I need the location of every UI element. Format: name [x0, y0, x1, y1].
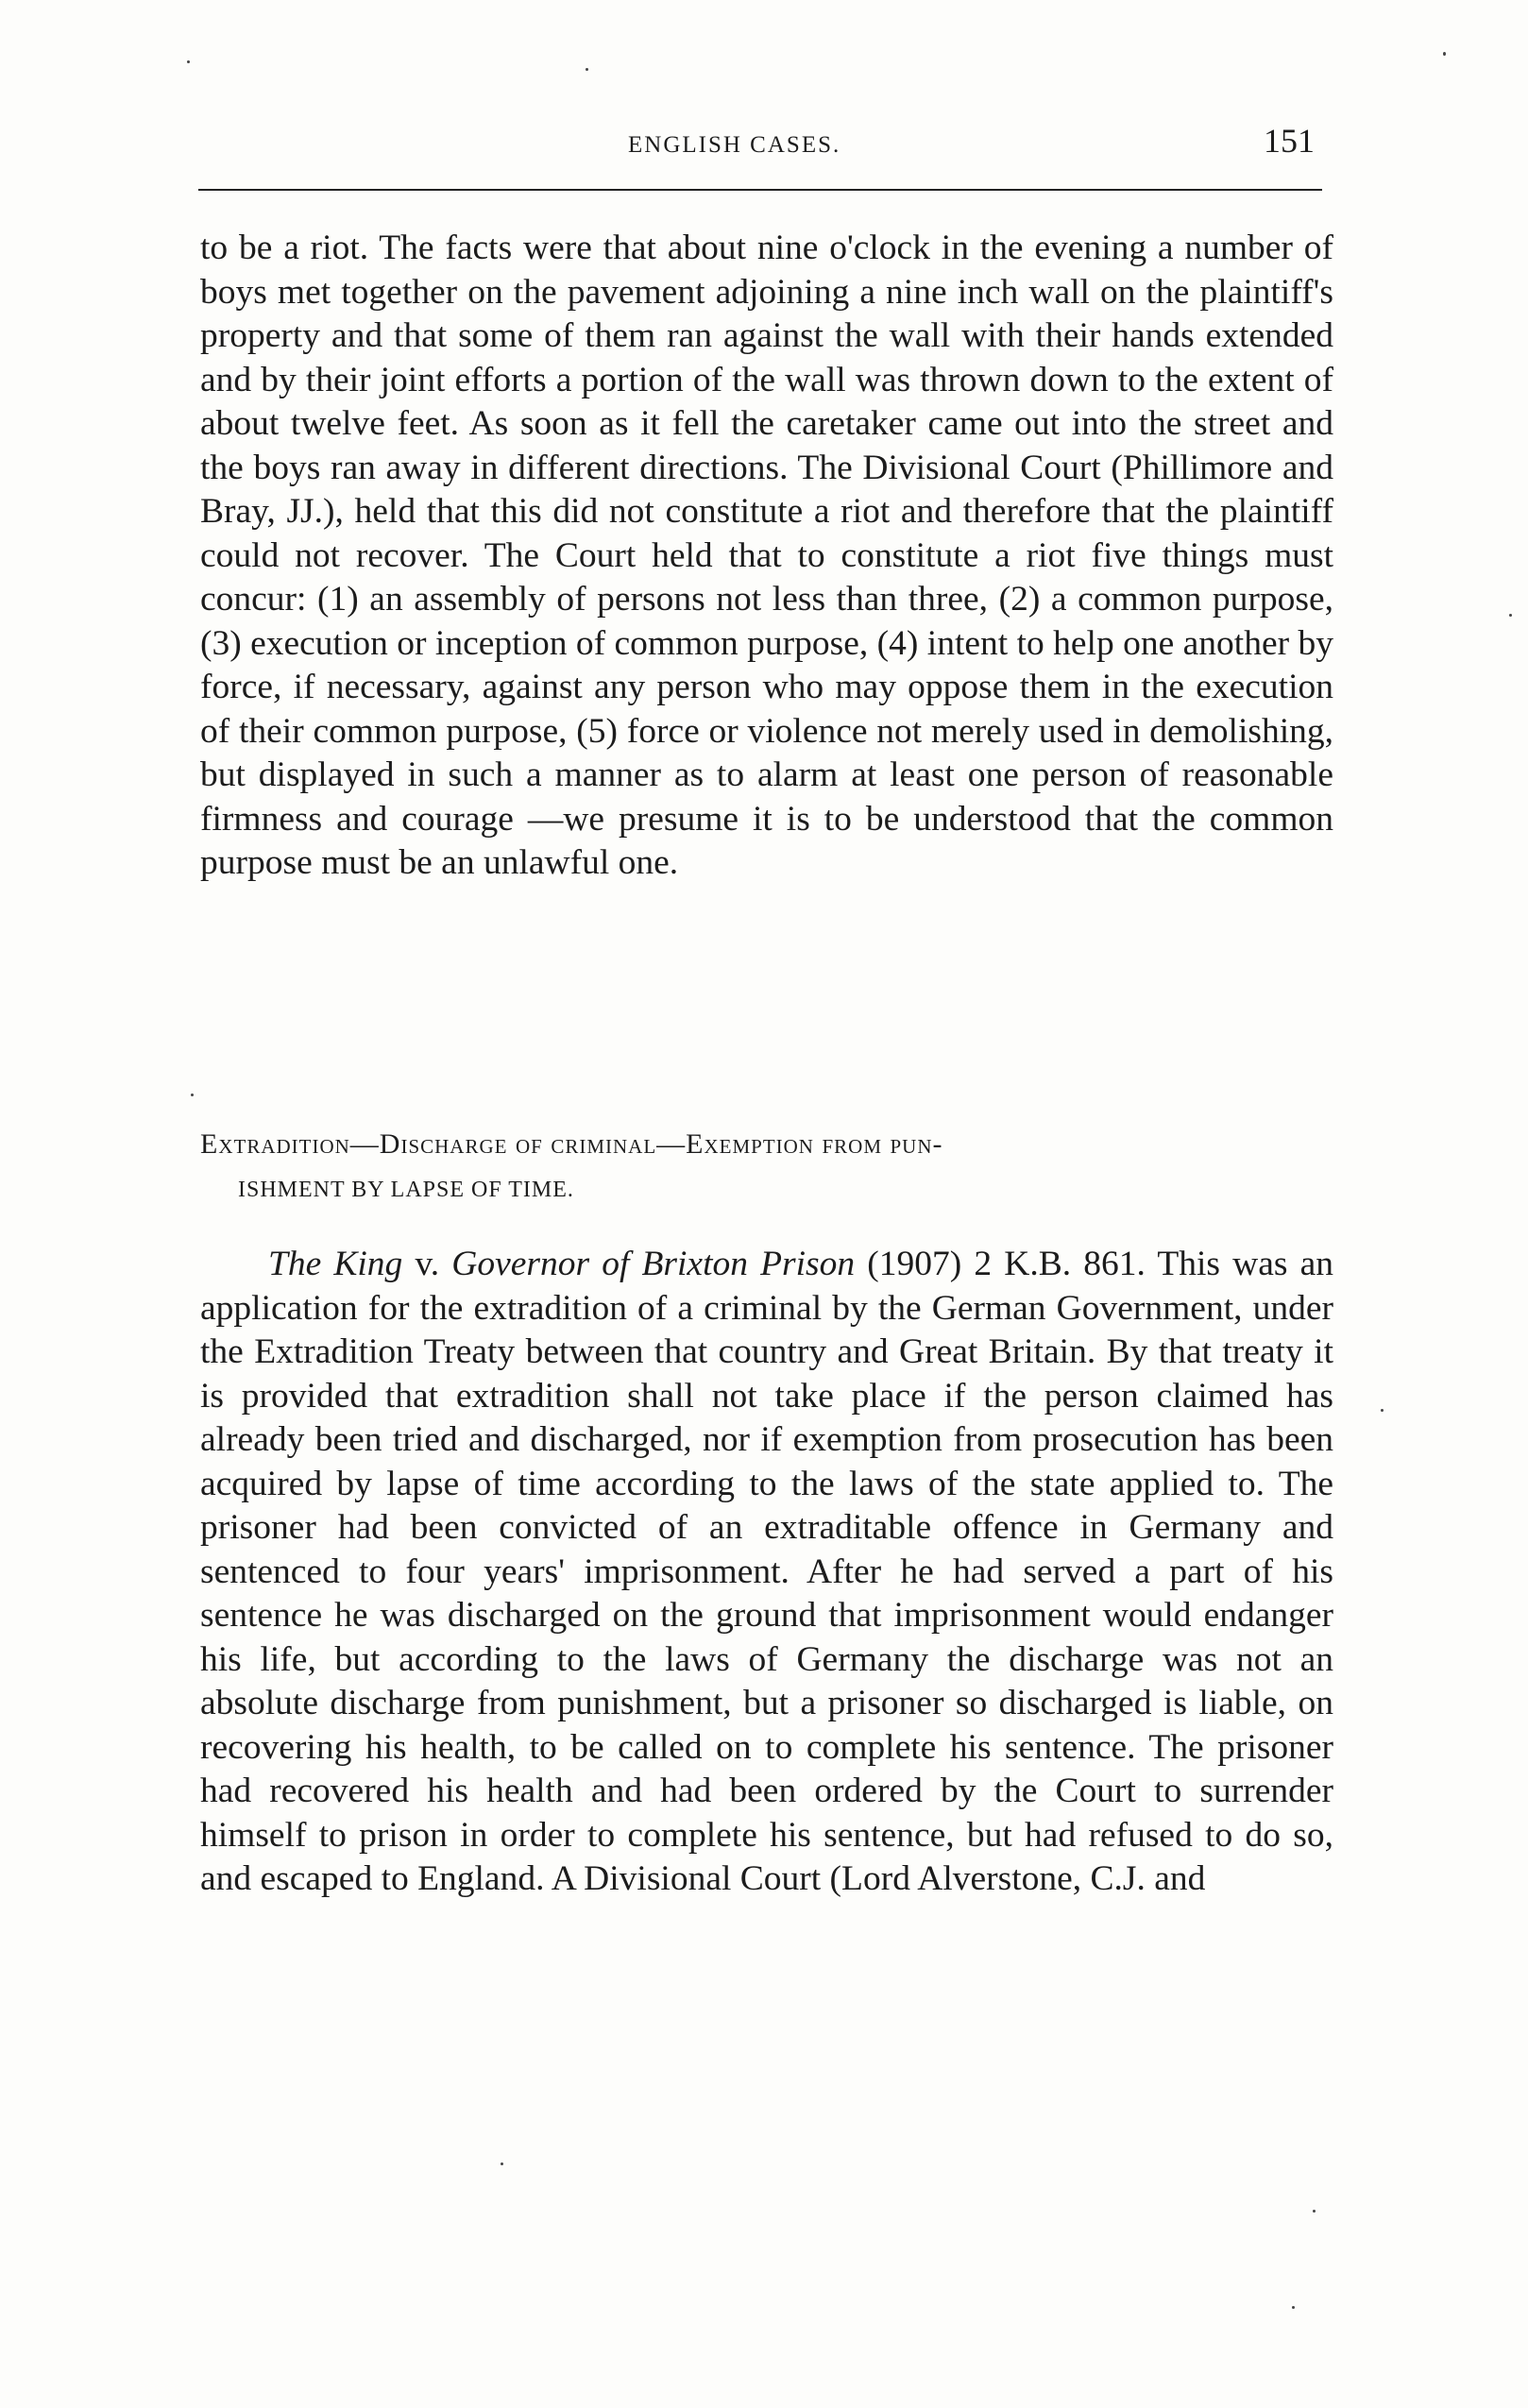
- ink-speck: [191, 1094, 194, 1096]
- page-header: [198, 121, 1322, 178]
- paragraph-text: [200, 1243, 1333, 1902]
- ink-speck: [501, 2162, 503, 2165]
- ink-speck: [187, 60, 190, 63]
- page-number: 151: [1264, 122, 1315, 160]
- paragraph-riot-case: [200, 227, 1333, 886]
- ink-speck: [1381, 1409, 1384, 1412]
- ink-speck: [1313, 2210, 1316, 2213]
- citation: (1907) 2 K.B. 861.: [855, 1245, 1146, 1283]
- section-heading: [200, 1122, 1333, 1212]
- versus: v.: [402, 1245, 452, 1283]
- ink-speck: [1509, 614, 1512, 617]
- paragraph-body: This was an application for the extradition of a criminal by the German Government, under the Extradition Treaty between that country and Great Britain. By that treaty it is provided that extradition shall not take place if the person claimed has already been tried and discharged, nor if exemption from prosecution has been acquired by lapse of time according to the laws of the state applied to. The prisoner had been convicted of an extraditable offence in Germany and sentenced to four years' imprisonment. After he had served a part of his sentence he was discharged on the ground that imprisonment would endanger his life, but according to the laws of Germany the discharge was not an absolute discharge from punishment, but a prisoner so discharged is liable, on recovering his health, to be called on to complete his sentence. The prisoner had recovered his health and had been ordered by the Court to surrender himself to prison in order to complete his sentence, but had refused to do so, and escaped to England. A Divisional Court (Lord Alverstone, C.J. and: [200, 1245, 1333, 1898]
- paragraph-extradition-case: [200, 1243, 1333, 1902]
- ink-speck: [586, 68, 588, 71]
- opposing-party: Governor of Brixton Prison: [451, 1245, 856, 1283]
- ink-speck: [1443, 52, 1446, 56]
- running-head: ENGLISH CASES.: [628, 132, 841, 158]
- section-heading-line-2: ISHMENT BY LAPSE OF TIME.: [238, 1178, 574, 1202]
- case-name: The King: [268, 1245, 403, 1283]
- section-heading-line-1: Extradition—Discharge of criminal—Exemption from pun-: [200, 1128, 943, 1160]
- ink-speck: [1292, 2306, 1295, 2309]
- header-rule: [198, 189, 1322, 191]
- paragraph-text: to be a riot. The facts were that about nine o'clock in the evening a number of boys met together on the pavement adjoining a nine inch wall on the plaintiff's property and that some of them ran against the wall with their hands extended and by their joint efforts a portion of the wall was thrown down to the extent of about twelve feet. As soon as it fell the caretaker came out into the street and the boys ran away in different directions. The Divisional Court (Phillimore and Bray, JJ.), held that this did not constitute a riot and therefore that the plaintiff could not recover. The Court held that to constitute a riot five things must concur: (1) an assembly of persons not less than three, (2) a common purpose, (3) execution or inception of common purpose, (4) intent to help one another by force, if necessary, against any person who may oppose them in the execution of their common purpose, (5) force or violence not merely used in demolishing, but displayed in such a manner as to alarm at least one person of reasonable firmness and courage —we presume it is to be understood that the common purpose must be an unlawful one.: [200, 229, 1333, 882]
